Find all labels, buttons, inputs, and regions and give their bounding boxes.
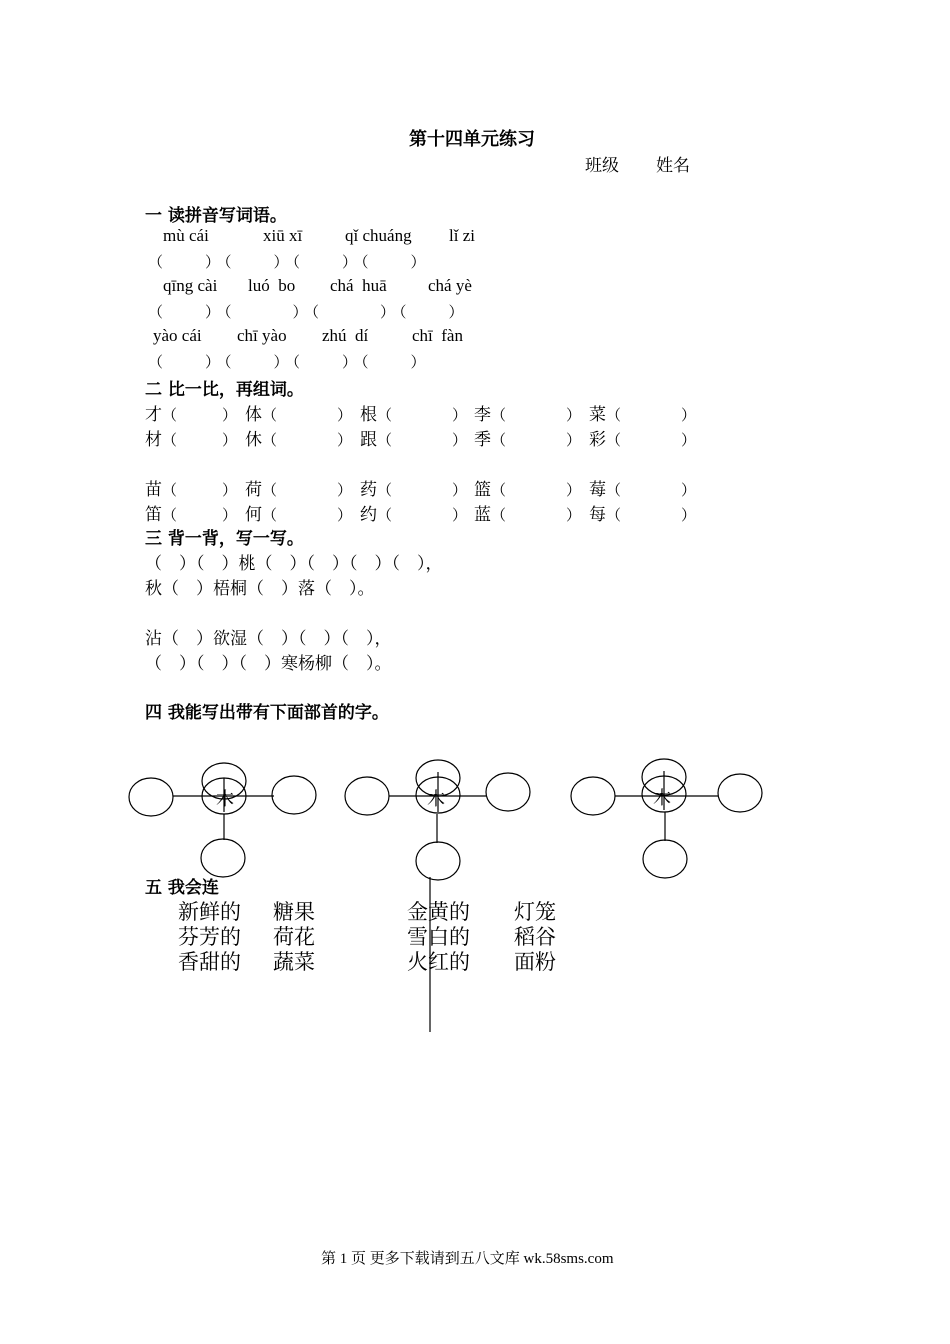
compare-char: 蓝 (474, 505, 491, 525)
match-left-noun: 糖果 (273, 900, 315, 924)
answer-parens: （ ） (262, 481, 353, 499)
match-right-noun: 稻谷 (514, 925, 556, 949)
pinyin-word: qǐ chuáng (345, 226, 412, 245)
pinyin-word: chá yè (428, 276, 472, 295)
answer-parens: （ ） (377, 506, 468, 524)
compare-char: 材 (145, 430, 162, 450)
poem-line: （ ）（ ）（ ）寒杨柳（ ）。 (145, 654, 392, 674)
match-right-noun: 面粉 (514, 950, 556, 974)
answer-parens: （ ） (491, 506, 582, 524)
name-label: 姓名 (656, 156, 690, 176)
match-left-noun: 荷花 (273, 925, 315, 949)
answer-parens: （ ） (162, 431, 238, 449)
pinyin-word: mù cái (163, 226, 209, 245)
match-left-adj: 香甜的 (178, 950, 241, 974)
compare-char: 李 (474, 405, 491, 425)
poem-line: （ ）（ ）桃（ ）（ ）（ ）（ ）， (145, 554, 443, 574)
pinyin-word: qīng cài (163, 276, 218, 295)
answer-parens: （ ） (377, 481, 468, 499)
answer-parens: （ ） (262, 406, 353, 424)
answer-parens: （ ）（ ）（ ）（ ） (148, 355, 430, 371)
pinyin-word: chī yào (237, 326, 287, 345)
compare-char: 体 (245, 405, 262, 425)
compare-char: 跟 (360, 430, 377, 450)
class-label: 班级 (585, 156, 619, 176)
answer-parens: （ ） (606, 406, 697, 424)
page-title: 第十四单元练习 (409, 129, 535, 150)
answer-parens: （ ） (606, 431, 697, 449)
section-2-heading: 二 比一比，再组词。 (145, 380, 304, 400)
compare-char: 才 (145, 405, 162, 425)
answer-circle-right (718, 774, 762, 812)
compare-char: 根 (360, 405, 377, 425)
answer-parens: （ ） (162, 481, 238, 499)
section-4-heading: 四 我能写出带有下面部首的字。 (145, 703, 389, 723)
compare-char: 何 (245, 505, 262, 525)
match-left-noun: 蔬菜 (273, 950, 315, 974)
match-right-adj: 金黄的 (407, 900, 470, 924)
page-footer: 第 1 页 更多下载请到五八文库 wk.58sms.com (321, 1251, 614, 1267)
compare-char: 每 (589, 505, 606, 525)
section-1-heading: 一 读拼音写词语。 (145, 206, 287, 226)
answer-circle-left (345, 777, 389, 815)
answer-circle-bottom (416, 842, 460, 880)
answer-parens: （ ） (262, 431, 353, 449)
answer-circle-right (272, 776, 316, 814)
compare-char: 季 (474, 430, 491, 450)
pinyin-word: luó bo (248, 276, 296, 295)
answer-circle-left (129, 778, 173, 816)
compare-char: 约 (360, 505, 377, 525)
answer-parens: （ ）（ ）（ ）（ ） (148, 255, 430, 271)
answer-parens: （ ） (162, 506, 238, 524)
pinyin-word: lǐ zi (449, 226, 475, 245)
compare-char: 彩 (589, 430, 606, 450)
match-right-noun: 灯笼 (514, 900, 556, 924)
answer-parens: （ ） (162, 406, 238, 424)
compare-char: 篮 (474, 480, 491, 500)
answer-parens: （ ） (377, 431, 468, 449)
compare-char: 荷 (245, 480, 262, 500)
answer-parens: （ ） (262, 506, 353, 524)
answer-circle-right (486, 773, 530, 811)
answer-parens: （ ） (606, 506, 697, 524)
answer-parens: （ ） (491, 481, 582, 499)
pinyin-word: xiū xī (263, 226, 303, 245)
answer-parens: （ ） (491, 431, 582, 449)
pinyin-word: yào cái (153, 326, 202, 345)
match-right-adj: 火红的 (407, 950, 470, 974)
pinyin-word: zhú dí (322, 326, 369, 345)
section-3-heading: 三 背一背，写一写。 (145, 529, 304, 549)
answer-parens: （ ） (377, 406, 468, 424)
answer-parens: （ ） (606, 481, 697, 499)
radical-char: 木 (216, 789, 234, 810)
poem-line: 秋（ ）梧桐（ ）落（ ）。 (145, 579, 375, 599)
radical-char: 木 (427, 789, 445, 810)
compare-char: 笛 (145, 505, 162, 525)
pinyin-word: chī fàn (412, 326, 463, 345)
answer-circle-left (571, 777, 615, 815)
answer-parens: （ ） (491, 406, 582, 424)
compare-char: 药 (360, 480, 377, 500)
radical-char: 木 (653, 788, 671, 809)
match-left-adj: 芬芳的 (178, 925, 241, 949)
match-left-adj: 新鲜的 (178, 900, 241, 924)
compare-char: 苗 (145, 480, 162, 500)
answer-parens: （ ）（ ）（ ）（ ） (148, 305, 468, 321)
poem-line: 沾（ ）欲湿（ ）（ ）（ ）， (145, 629, 392, 649)
match-right-adj: 雪白的 (407, 925, 470, 949)
compare-char: 菜 (589, 405, 606, 425)
answer-circle-bottom (643, 840, 687, 878)
compare-char: 休 (245, 430, 262, 450)
pinyin-word: chá huā (330, 276, 387, 295)
compare-char: 莓 (589, 480, 606, 500)
section-5-heading: 五 我会连 (145, 878, 219, 898)
answer-circle-bottom (201, 839, 245, 877)
